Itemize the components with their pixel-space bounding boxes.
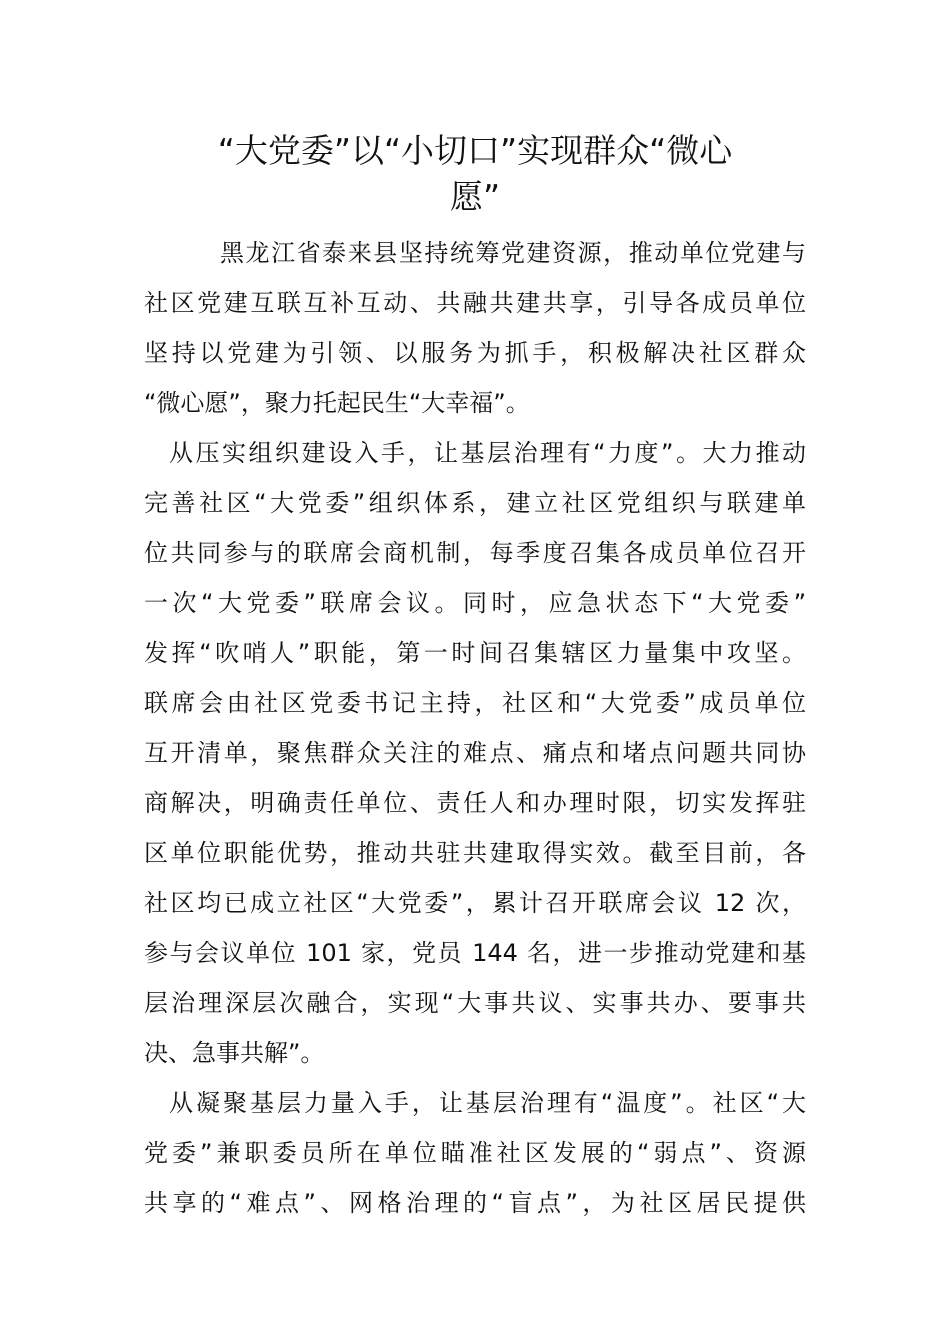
text-line: 决、急事共解”。 (144, 1039, 325, 1067)
document-title (144, 128, 806, 220)
text-line: 社区均已成立社区“大党委”，累计召开联席会议 12 次， (144, 889, 806, 917)
title-line-2: 愿” (449, 177, 501, 216)
text-line: 从凝聚基层力量入手，让基层治理有“温度”。社区“大 (169, 1089, 806, 1117)
text-line: 联席会由社区党委书记主持，社区和“大党委”成员单位 (144, 689, 806, 717)
text-line: 一次“大党委”联席会议。同时，应急状态下“大党委” (144, 589, 806, 617)
paragraph-community (144, 1078, 806, 1228)
text-line: 共享的“难点”、网格治理的“盲点”，为社区居民提供 (144, 1189, 806, 1217)
text-line: 参与会议单位 101 家，党员 144 名，进一步推动党建和基 (144, 939, 806, 967)
paragraph-organization (144, 428, 806, 1078)
text-line: 黑龙江省泰来县坚持统筹党建资源，推动单位党建与 (220, 239, 806, 267)
text-line: 位共同参与的联席会商机制，每季度召集各成员单位召开 (144, 539, 806, 567)
text-line: 区单位职能优势，推动共驻共建取得实效。截至目前，各 (144, 839, 806, 867)
text-line: 社区党建互联互补互动、共融共建共享，引导各成员单位 (144, 289, 806, 317)
text-line: 商解决，明确责任单位、责任人和办理时限，切实发挥驻 (144, 789, 806, 817)
title-line-1: “大党委”以“小切口”实现群众“微心 (217, 131, 733, 170)
text-line: 坚持以党建为引领、以服务为抓手，积极解决社区群众 (144, 339, 806, 367)
text-line: 发挥“吹哨人”职能，第一时间召集辖区力量集中攻坚。 (144, 639, 806, 667)
text-line: 互开清单，聚焦群众关注的难点、痛点和堵点问题共同协 (144, 739, 806, 767)
paragraph-intro (144, 228, 806, 428)
text-line: 从压实组织建设入手，让基层治理有“力度”。大力推动 (169, 439, 806, 467)
text-line: 完善社区“大党委”组织体系，建立社区党组织与联建单 (144, 489, 806, 517)
text-line: “微心愿”，聚力托起民生“大幸福”。 (144, 389, 530, 417)
text-line: 党委”兼职委员所在单位瞄准社区发展的“弱点”、资源 (144, 1139, 806, 1167)
document-body (144, 228, 806, 1228)
text-line: 层治理深层次融合，实现“大事共议、实事共办、要事共 (144, 989, 806, 1017)
